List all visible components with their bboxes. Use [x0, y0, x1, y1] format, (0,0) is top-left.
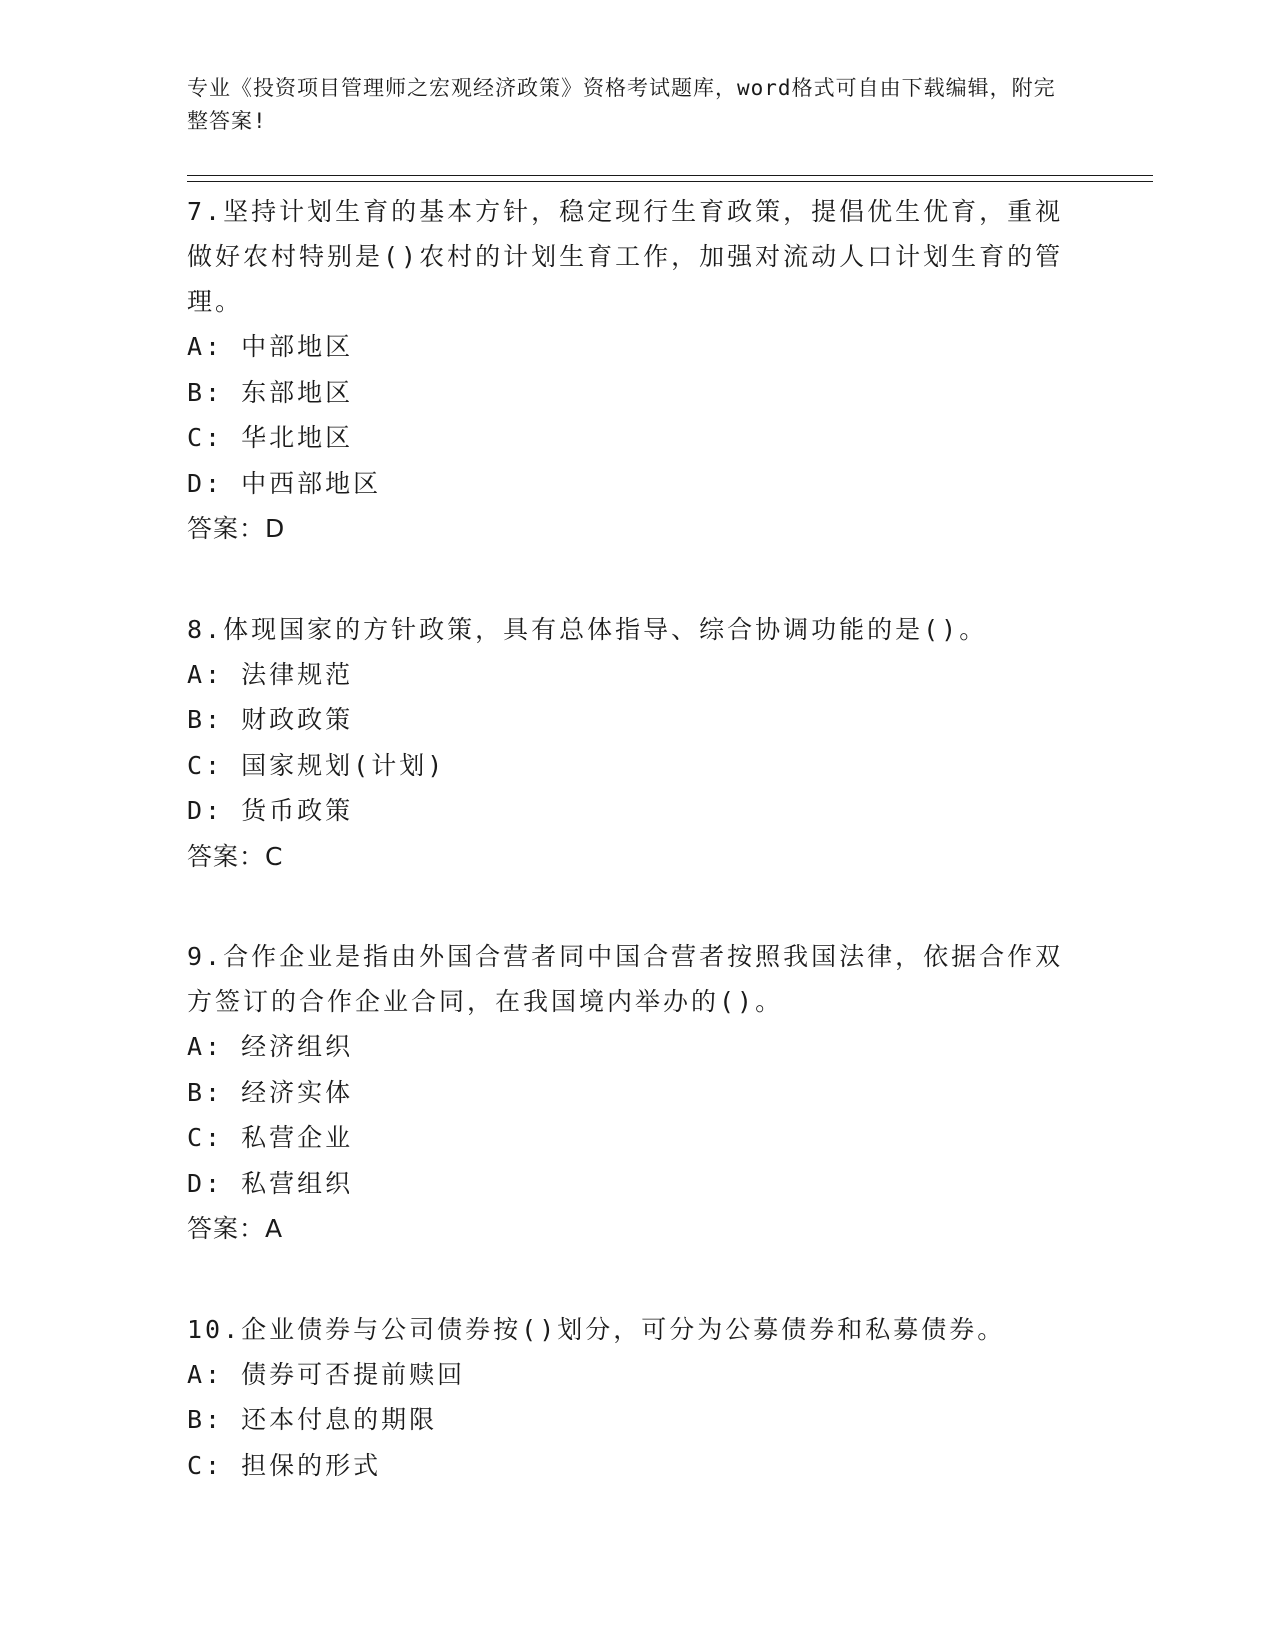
option-a: A: 经济组织	[187, 1032, 354, 1061]
option-a: A: 债券可否提前赎回	[187, 1359, 466, 1389]
question-stem: 8.体现国家的方针政策，具有总体指导、综合协调功能的是()。	[187, 614, 988, 644]
question-list	[187, 189, 1067, 1543]
option-c: C: 担保的形式	[187, 1450, 382, 1480]
question-stem: 9.合作企业是指由外国合营者同中国合营者按照我国法律，依据合作双方签订的合作企业合同，在我国境内举办的()。	[187, 942, 1064, 1016]
option-b: B: 财政政策	[187, 705, 354, 734]
question-stem: 10.企业债券与公司债券按()划分，可分为公募债券和私募债券。	[187, 1314, 1006, 1344]
question-stem: 7.坚持计划生育的基本方针，稳定现行生育政策，提倡优生优育，重视做好农村特别是()农村的计划生育工作，加强对流动人口计划生育的管理。	[187, 197, 1064, 316]
header-divider-bottom	[187, 181, 1153, 182]
question-10	[187, 1307, 1067, 1489]
question-9	[187, 934, 1067, 1252]
option-a: A: 法律规范	[187, 659, 354, 689]
document-header	[187, 72, 1067, 138]
question-8	[187, 607, 1067, 880]
option-c: C: 私营企业	[187, 1123, 354, 1152]
answer-label: 答案：A	[187, 1214, 284, 1243]
option-d: D: 货币政策	[187, 796, 354, 825]
header-text: 专业《投资项目管理师之宏观经济政策》资格考试题库，word格式可自由下载编辑，附完整答案!	[187, 76, 1056, 133]
option-c: C: 国家规划(计划)	[187, 750, 446, 780]
option-d: D: 中西部地区	[187, 468, 382, 498]
answer-label: 答案：C	[187, 841, 284, 871]
option-d: D: 私营组织	[187, 1168, 354, 1198]
option-b: B: 还本付息的期限	[187, 1405, 438, 1434]
option-b: B: 经济实体	[187, 1077, 354, 1107]
option-b: B: 东部地区	[187, 377, 354, 407]
answer-label: 答案：D	[187, 514, 286, 543]
option-c: C: 华北地区	[187, 423, 354, 452]
header-divider-top	[187, 175, 1153, 176]
question-7	[187, 189, 1067, 552]
option-a: A: 中部地区	[187, 332, 354, 361]
